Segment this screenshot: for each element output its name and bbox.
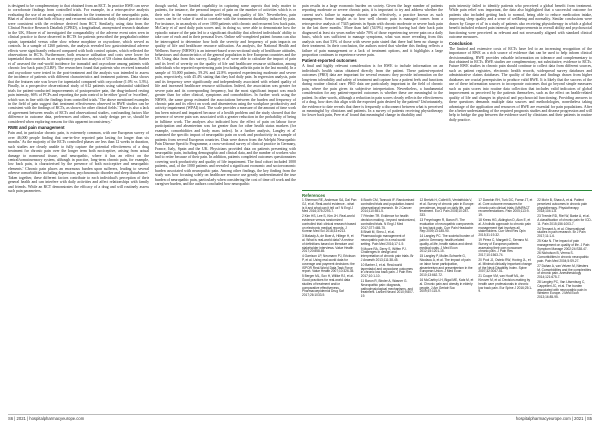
section-heading: RWE and pain management xyxy=(8,125,65,131)
reference-item: 1 Sherman RE, Anderson SA, Dal Pan GJ, et al. Real-world evidence - what is it and what can it tell us? N Engl J Med 2016;375:2293-7. xyxy=(302,198,357,214)
section-heading: Patient-reported outcomes xyxy=(302,58,357,64)
paragraph: though useful, have limited capability in capturing some aspects that truly matter to patients, for instance, the personal impact of pain on the number of activities which is or their role in the economic situation well-being and quality of life.' Nevertheless, pain scores can be of value if used to correlate with the treatment durability induced by pain. For instance, in an analysis of over 1000 patients with chronic and recurrent low back pain, McCarty et al' used daily pain scores and, in doing so, were able to demonstrate how the episodic nature of the pain led to a significant disability that affected individuals' ability to take care of each and in their personal lives. Online self-completed patient forums can also be interrogated to determine how both the severity and frequency of pain impacts on quality of life and healthcare resource utilisation. An analysis, the National Health and Wellness Survey (NHWS) is an internet-based cross-sectional study of healthcare attitudes, behaviours and characteristics of the general population in five European countries and the US. Using data from this survey, Langley et al' were able to calculate the impact of pain and its level of severity on the quality of life and healthcare resource utilization, among individuals who reported experiencing pain (excluding arthritis pain in the last month). In a sample of 53,000 patients, 59.2% and 22.8% reported experiencing moderate and severe pain, respectively, with 45.4% stating that they had daily pain. In regression analysis, pain and its frequency were significantly and independently associated with related quality of life and increased healthcare resource utilisation. Indeed, the association was greater for severe pain and its corresponding frequency, but the most significant impact was much greater than for other clinical, symptoms and comorbidities. In further work using the NHWS, the same group estimated the associations between the burden and frequency of chronic pain and its effect on work and absenteeism using the workplace productivity and activity impairment (WPAI) tool. The scale provides a measure of the amount of time work has been missed and impaired because of a health problem and the study showed that the presence of severe pain was associated with a greater reduction in the probability of being in fulltime work. The analyses also indicated how the effect of pain on labour force participation and absenteeism was far greater than for other health status markers (for example, comorbidities and body mass index). In a further analysis, Langley et al' examined the specific impact of neuropathic pain on work and productivity in a sample of patients from several European countries. Data were drawn from the Adelphi Neuropathic Pain Disease Specific Programme, a cross-sectional survey of clinical practice in Germany, France, Italy, Spain and the UK. Physicians provided data on patients presenting with neuropathic pain, including demographic and clinical data, and the number of workers who had to retire because of their pain. In addition, patients completed outcomes questionnaires covering work productivity and quality of life impairment. The final cohort included 1000 patients, and, of the 1000 patients and revealed a significant economic and socioeconomic burden associated with neuropathic pain. Among other findings, the key finding from the study was how focusing solely on healthcare resource use greatly underestimated the true burden of neuropathic pain, particularly when considering the cost of time off work and the caregiver burden, and the authors concluded how neuropathic xyxy=(155,4,296,187)
article-page xyxy=(8,4,592,412)
reference-item: 5 Berger ML, Sox H, Willke RJ, et al. Good practices for real-world data studies of treatment and/or comparative effectiveness. Pharmacoepidemiol Drug Saf 2017;26:1033-9. xyxy=(302,274,354,298)
paragraph: A final and highly relevant consideration is for RWE to include information on an individual's health status obtained directly from the patient. These patient-reported outcomes (PRO) data are important for several reasons: they provide information on the long-term tolerability and safety of treatment and capture how a patient feels and functions during routine clinical care. PRO data are particularly important in the field of chronic pain, where the pain given its subjective interpretation. Nevertheless, a fundamental consideration for any patient-reported outcomes is whether these are meaningful to the patient. In other words, although a reduction in pain scores clearly reflects the effectiveness of a drug, how does this align with the expected gain desired by the patient? Unfortunately, the evidence to date reveals that there is frequently a disconnect between what is perceived as meaningful by clinicians and patients. In a survey of patients receiving physiotherapy for lower back pain, Pree et al' found that meaningful change in disability and xyxy=(302,64,443,118)
reference-item: 21 Coupe VM, van Hooff ML, de Kleuver M, et al. Decision-making by health care professionals in chronic low back pain. Eur Spine J 2016;25:1-9. xyxy=(478,274,533,294)
reference-item: 27 Dahan A, van Velzen M, Niesters M. Comorbidities and the complexities of chronic pain. Anesthesiology 2014;121:675-7. xyxy=(537,263,592,280)
paragraph: pain intensity failed to identify patients who perceived a global benefit from treatment. While pain relief was important, the data also highlighted that a successful outcome for patients also included getting back to normal, being able to reduce medication intake, improving sleep quality and a sense of wellbeing and normality. Similar conclusions were drawn by Coupe et al' in a study of patients also receiving physiotherapy in which a global benefit included reduced pain intensity and improvements in overall ability and psychosocial functioning were perceived as relevant and not necessarily aligned with standard clinical outcome measures. xyxy=(449,4,592,40)
reference-item: 28 Langley PC, Van Litsenburg C, Cappelleri JC, et al. The burden associated with neuropathic pain in Western Europe. J Med Econ 2013;16:85-95. xyxy=(537,279,587,300)
reference-item: 3 Makady A, de Boer A, Hillege H, et al. What is real-world data? A review of definitions based on literature and stakeholder interviews. Value Health 2017;20:858-65. xyxy=(302,234,354,254)
reference-item: 6 Booth CM, Tannock IF. Randomised controlled trials and population-based observational research. Br J Cancer 2014;110:551-5. xyxy=(360,198,415,214)
paragraph: The limited and extensive costs of RCTs have led to an increasing recognition of the importance of RWE as a rich source of evidence that can be used to help inform clinical decisionmaking. RWE provides valuable information on tolerance and complementary to that obtained in RCTs. RWE studies are complementary, not substitutive, evidence to RCTs. Future RWE studies in chronic pain should continue to collect data from different sources, such as patient registries, electronic health records, widespread survey databases and administrative claims databases. The quality of the data and findings drawn from higher databases are crucial prerequisites to produce valid RWE. It is likely that the success of the use of these information sources to incorporate outcomes that go beyond simple measures such as pain scores into routine data collection that includes valid indicators of global improvement as perceived by the patients themselves, such as the effect on health-related quality of life and changes in physical and psychosocial functioning. Providing answers to these questions demands multiple data sources and methodologies, nonetheless taking advantage of the application and resources of RWE are essential for pain populations. After the a better understanding of the required prognosis studies and disease progression and will help to bridge the gap between the evidence used by clinicians and their patients in routine daily practice. xyxy=(449,46,592,122)
reference-item: 23 Treede RD, Rief W, Barke A, et al. A classification of chronic pain for ICD-11. Pain 2015;156:1003-7. xyxy=(537,214,592,226)
reference-item: 12 Breivik H, Collett B, Ventafridda V, et al. Survey of chronic pain in Europe: prevalence, impact on daily life, and treatment. Eur J Pain 2006;10:287-333. xyxy=(419,198,475,218)
paragraph: pain results in a large economic burden on society. Given the large number of patients reporting moderate or severe chronic pain, it is important to try and address whether the current use's failure to manage chronic pain effectively, a practice known as such management. Some insight as to how well chronic pain is managed comes from a retrospective analysis of 7345 patients in Spain with chronic moderate or severe back pain in the last three months.' More than half (54.9%) reported having had their back pain diagnosed at least six years earlier while 70% of those experiencing severe pain on a daily basis, which was sufficient to manage symptoms, what was more revealing from this analysis was that 53% of those with severe pain stated that there had been no change to their treatment. In their conclusion, the authors noted that whether this finding reflects a failure of pain management or a lack of treatment options, and it highlights a large proportion continues to experience severe pain. xyxy=(302,4,443,57)
paragraph: Pain and, in particular chronic pain, is extremely common, with one European survey of over 46,000 people finding that one-in-five reported pain lasting for longer than six months.' As the majority of the RCTs controlled phases are less than 12 weeks in duration, such studies are clearly unable to fully capture the potential effectiveness of a drug treatment for chronic pain over the longer term both nociceptive, arising from actual damage to nonneural tissue, and neuropathic, where it has an effect on the central/somatosensory system, although in practice, long-term chronic pain, for example, low back pain, is characterised by the presence of both nociceptive and neuropathic elements.' Chronic pain places an enormous burden upon sufferers, leading to several adverse comorbidities including depression, psychosomatic disorder and sleep disturbance.' Taken together, these different factors contribute to each individual's perception of their general health and can interfere with daily activities and affect relationships with family and friends. While an RCT demonstrates the efficacy of a drug and will routinely assess such pain parameters. xyxy=(8,131,149,194)
reference-item: 2 Kim HS, Lee S, Kim JH. Real-world evidence versus randomized controlled trial: clinical research based on electronic medical records. J Korean Med Sci 2018;33:e213. xyxy=(302,214,357,234)
footer-left: S6 | 2021 | hospitalpharmacyeurope.com xyxy=(8,416,85,421)
references-heading: References xyxy=(302,193,326,198)
reference-item: 7 Frieden TR. Evidence for health decision making - beyond randomized, controlled trials. N Engl J Med 2017;377:465-75. xyxy=(360,214,416,230)
reference-item: 17 Dworkin RH, Turk DC, Farrar JT, et al. Core outcome measures for chronic pain clinical trials: IMMPACT recommendations. Pain 2005;113:9-19. xyxy=(478,198,533,218)
footer-right: hospitalpharmacyeurope.com | 2021 | S5 xyxy=(515,416,592,421)
paragraph: is designed to be complementary to that obtained from an RCT. In practice RWE can serve to corroborate findings from controlled trials. For example, in a retrospective analysis evaluating the use of an analgesic combination for the treatment of the neuropathic pain, Bhat et al' showed that both efficacy and recurrent utilization in daily clinical practice data were consistent with the evidence derived from RCT. Similarly, using data from the Clinical Practice Research Datalink (CPRD), a longitudinal, anonymised research database in the UK, Moore et al' investigated the comparability of the adverse event rates seen in clinical practice to those observed in RCTS for patients prescribed the pregabalin/codeine opiate, tapentadol versus other slow release morphine or oxycodone, which served as controls. In a sample of 1260 patients, the analysis revealed low gastrointestinal adverse effects were significantly reduced compared with both control opiates, which reflected the observations in RCTs. Furthermore, both resource utilisation and costs were lower for tapentadol than controls. In an exploratory post hoc analysis of US claims database, Barber et al' assessed the real-world incidence for tramadol and oxycodone among patients with chronic low back pain (CLBP). The researchers found that patients who received tramadol and oxycodone were tested in the post-treatment and the analysis was intended to assess the incidence of patients with different characteristics and treatment patterns. Data shows that the features rate was lower for tapentadol compared with oxycodone (1.0% vs 3.3%). Finally, in a prospective observational study of 612 patients using substantial stabilized trials for patient-conducted improvements of postoperative pain, the drug-induced resting pain intensity, 66% of PCPs and reporting the pain control to be either 'good' or 'excellent', which was in line with the findings from controlled trials.' The above mentioned examples in the field of pain suggest that treatment effectiveness observed in RWE studies can be consistent with the findings of RCTs, as shown for other clinical fields.' There is also a lack of agreement between results of RCTs and observational studies, confounding factors like difference in outcome data, preferences and others, not study design per se, should be considered when exploring reasons for this apparent inconsistency.' xyxy=(8,4,149,124)
section-heading: Conclusion xyxy=(449,40,473,46)
reference-item: 4 Garrison LP, Neumann PJ, Erickson P, et al. Using real-world data for coverage and payment decisions: the ISPOR Real-World Data Task Force report. Value Health 2007;10:326-35. xyxy=(302,254,356,274)
references-section xyxy=(302,190,592,412)
text-column-3 xyxy=(302,4,443,186)
reference-item: 14 Langley PC. The societal burden of pain in Germany: health-related quality-of-life, health status and direct medical costs. J Med Econ 2012;15:1201-15. xyxy=(419,234,474,254)
reference-item: 8 Bhatt M, Sheu J, et al. Pharmacologic management of neuropathic pain in a real-world setting. Pain Med 2016;17:1-9. xyxy=(360,230,406,246)
reference-item: 9 Moore RA, Derry S, Wiffen PJ. Challenges in design and interpretation of chronic pain trials. Br J Anaesth 2013;111:38-45. xyxy=(360,246,414,262)
text-column-1 xyxy=(8,4,149,412)
text-column-4 xyxy=(449,4,592,186)
text-column-2 xyxy=(155,4,296,412)
page-footer xyxy=(8,414,592,424)
reference-item: 26 Nicholson B, Verma S. Comorbidities in chronic neuropathic pain. Pain Med 2004;5:S9-27. xyxy=(537,251,589,263)
reference-item: 22 Mohr B, Shaw A, et al. Patient perceived outcomes in chronic pain physiotherapy. Physiotherapy 2018;104:1-8. xyxy=(537,198,588,214)
reference-item: 25 Katz N. The impact of pain management on quality of life. J Pain Symptom Manage 2002;24:S38-47. xyxy=(537,238,590,251)
reference-item: 18 Kress HG, Aldington D, Alon E, et al. A holistic approach to chronic pain management that involves all stakeholders. Curr Med Res Opin 2015;31:19-32. xyxy=(478,217,531,238)
reference-item: 15 Langley P, Muller-Schwefe G, Nicolaou A, et al. The impact of pain on labor force participation, absenteeism and presenteeism in the European Union. J Med Econ 2010;13:662-72. xyxy=(419,254,473,278)
reference-item: 19 Pérez C, Margarit C, Serrano M. Survey of European patients assessing their own noncancer chronic pain. J Pain Res 2017;10:1563-74. xyxy=(478,237,529,258)
reference-item: 13 Freynhagen R, Baron R. The evaluation of neuropathic components in low back pain. Curr Pain Headache Rep 2009;13:185-90. xyxy=(419,217,474,234)
references-list xyxy=(302,199,592,300)
reference-item: 11 Baron R, Binder A, Wasner G. Neuropathic pain: diagnosis, pathophysiological mechanisms, and treatment. Lancet Neurol 2010;9:807-19. xyxy=(360,278,414,299)
reference-item: 24 Tennant A, et al. Observational studies in pain research. Br J Pain 2017;11:1-6. xyxy=(537,226,586,239)
reference-item: 10 Barber J, et al. Real-world tapentadol and oxycodone outcomes in chronic low back pain. J Pain Res 2017;10:1-10. xyxy=(360,262,413,279)
reference-item: 16 McCarthy LH, Bigal ME, Katz M, et al. Chronic pain and obesity in elderly people. J Am Geriatr Soc 2009;57:115-9. xyxy=(419,277,474,294)
reference-item: 20 Pool JJ, Ostelo RW, Hoving JL, et al. Minimal clinically important change of the Neck Disability Index. Spine 2007;32:3047-51. xyxy=(478,257,532,274)
